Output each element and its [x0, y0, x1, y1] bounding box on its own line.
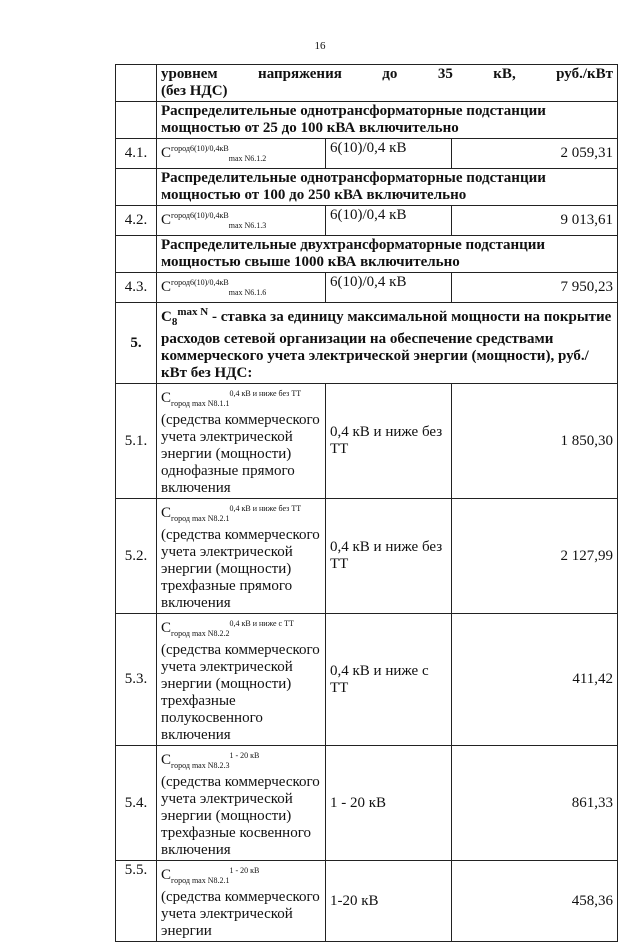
table-row [116, 139, 618, 169]
rate-formula: $С^{город6(10)/0,4кВ}_{max N6.1.2}$ [157, 139, 326, 169]
table-row [116, 861, 618, 942]
rate-value: 7 950,23 [452, 273, 618, 303]
header-line: уровнем напряжения до 35 кВ, руб./кВт [161, 66, 614, 82]
row-number-cell [116, 65, 157, 102]
rate-value: 458,36 [452, 861, 618, 942]
section-number: 5. [116, 303, 157, 384]
rate-value: 2 059,31 [452, 139, 618, 169]
row-number: 5.4. [116, 746, 157, 861]
rate-value: 861,33 [452, 746, 618, 861]
rate-description: $С_{город max N8.2.2}^{0,4 кВ и ниже с ТТ}$ (средства коммерческого учета электрической энергии (мощности) трехфазные полукосвенного включения [157, 614, 326, 746]
rate-formula: $С^{город6(10)/0,4кВ}_{max N6.1.6}$ [157, 273, 326, 303]
row-number: 5.1. [116, 384, 157, 499]
rate-description: $С_{город max N8.2.1}^{0,4 кВ и ниже без ТТ}$ (средства коммерческого учета электрической энергии (мощности) трехфазные прямого включения [157, 499, 326, 614]
subsection-title: Распределительные однотрансформаторные подстанции мощностью от 25 до 100 кВА включительно [157, 102, 618, 139]
row-number: 5.5. [116, 861, 157, 942]
section-title: $С_8^{max N}$ - ставка за единицу максимальной мощности на покрытие расходов сетевой организации на обеспечение средствами коммерческого учета электрической энергии (мощности), руб./кВт без НДС: [157, 303, 618, 384]
page-number: 16 [314, 40, 326, 52]
table-row [116, 236, 618, 273]
subsection-title: Распределительные однотрансформаторные подстанции мощностью от 100 до 250 кВА включительно [157, 169, 618, 206]
rate-value: 9 013,61 [452, 206, 618, 236]
table-row [116, 384, 618, 499]
voltage-level: 6(10)/0,4 кВ [326, 139, 452, 169]
table-row [116, 273, 618, 303]
rate-formula: $С^{город6(10)/0,4кВ}_{max N6.1.3}$ [157, 206, 326, 236]
row-number: 4.2. [116, 206, 157, 236]
table-row [116, 169, 618, 206]
table-row [116, 614, 618, 746]
table-row [116, 206, 618, 236]
rate-description: $С_{город max N8.1.1}^{0,4 кВ и ниже без ТТ}$ (средства коммерческого учета электрической энергии (мощности) однофазные прямого включения [157, 384, 326, 499]
row-number: 5.2. [116, 499, 157, 614]
rate-description: $С_{город max N8.2.1}^{1 - 20 кВ}$ (средства коммерческого учета электрической энергии [157, 861, 326, 942]
rate-value: 411,42 [452, 614, 618, 746]
header-line: (без НДС) [161, 83, 228, 99]
voltage-level: 0,4 кВ и ниже без ТТ [326, 499, 452, 614]
voltage-level: 0,4 кВ и ниже с ТТ [326, 614, 452, 746]
row-number: 4.1. [116, 139, 157, 169]
subsection-title: Распределительные двухтрансформаторные подстанции мощностью свыше 1000 кВА включительно [157, 236, 618, 273]
row-number: 4.3. [116, 273, 157, 303]
row-number-cell [116, 102, 157, 139]
voltage-level: 1 - 20 кВ [326, 746, 452, 861]
header-continuation-cell [157, 65, 618, 102]
table-row [116, 303, 618, 384]
tariff-table [115, 64, 618, 942]
table-row [116, 499, 618, 614]
row-number-cell [116, 236, 157, 273]
rate-value: 1 850,30 [452, 384, 618, 499]
table-row [116, 65, 618, 102]
table-row [116, 102, 618, 139]
voltage-level: 6(10)/0,4 кВ [326, 273, 452, 303]
rate-value: 2 127,99 [452, 499, 618, 614]
rate-description: $С_{город max N8.2.3}^{1 - 20 кВ}$ (средства коммерческого учета электрической энергии (мощности) трехфазные косвенного включения [157, 746, 326, 861]
voltage-level: 1-20 кВ [326, 861, 452, 942]
voltage-level: 6(10)/0,4 кВ [326, 206, 452, 236]
table-row [116, 746, 618, 861]
voltage-level: 0,4 кВ и ниже без ТТ [326, 384, 452, 499]
row-number: 5.3. [116, 614, 157, 746]
row-number-cell [116, 169, 157, 206]
